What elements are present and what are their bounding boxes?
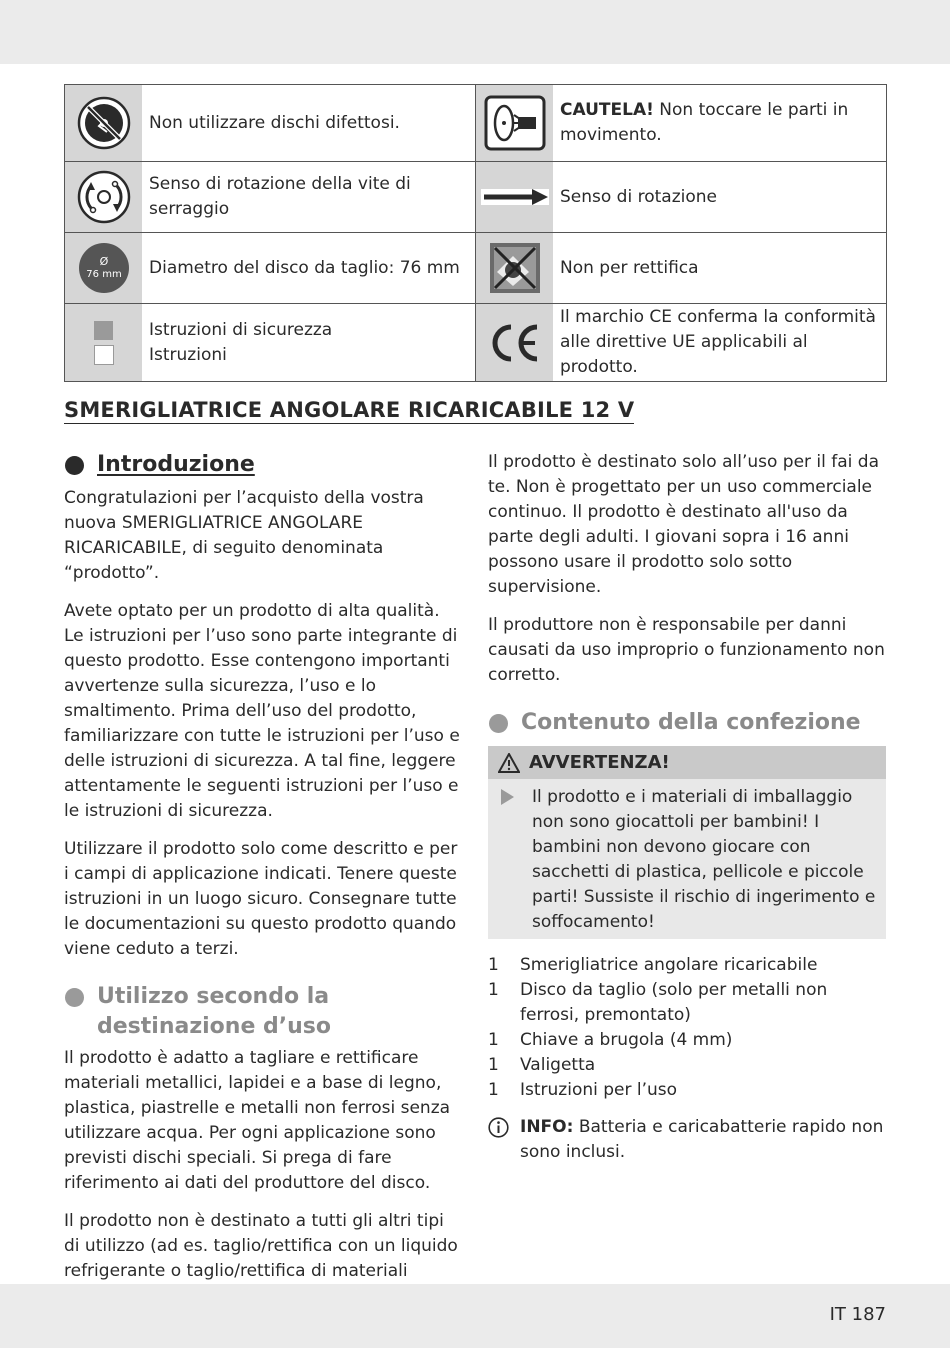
symbol-cell [65, 304, 476, 381]
symbol-cell [476, 233, 886, 303]
list-item: 1 Disco da taglio (solo per metalli non ferrosi, premontato) [488, 980, 828, 1025]
contents-heading: Contenuto della confezione [488, 708, 886, 738]
clamping-screw-rotation-icon [65, 162, 142, 232]
symbol-text: Non per rettifica [560, 257, 699, 278]
info-icon [488, 1115, 520, 1165]
symbol-row [65, 233, 886, 304]
ce-mark-icon [476, 304, 553, 381]
intro-paragraph: Avete optato per un prodotto di alta qualità. Le istruzioni per l’uso sono parte integrante di questo prodotto. Esse contengono importanti avvertenze sulla sicurezza, l’uso e lo smaltimento. Prima dell’uso del prodotto, familiarizzare con tutte le istruzioni per l’uso e delle istruzioni di sicurezza. A tal fine, leggere attentamente le seguenti istruzioni per l’uso e le istruzioni di sicurezza. [64, 601, 460, 821]
symbol-cell [476, 162, 886, 232]
contents-list [488, 953, 886, 1103]
bottom-band [0, 1284, 950, 1348]
list-item: 1 Valigetta [488, 1055, 596, 1075]
warning-title: AVVERTENZA! [529, 752, 670, 773]
intro-paragraph: Utilizzare il prodotto solo come descritto e per i campi di applicazione indicati. Tenere queste istruzioni in un luogo sicuro. Consegnare tutte le documentazioni su questo prodotto quando viene ceduto a terzi. [64, 839, 458, 959]
squares-legend-icon [65, 304, 142, 381]
warning-box [488, 746, 886, 939]
bullet-icon [65, 988, 84, 1007]
warning-header [488, 746, 886, 779]
symbol-text: Senso di rotazione [560, 186, 717, 207]
symbol-cell [476, 85, 886, 161]
caution-label: CAUTELA! [560, 100, 654, 120]
warning-triangle-icon [498, 753, 520, 773]
intended-use-paragraph: Il prodotto è adatto a tagliare e rettificare materiali metallici, lapidei e a base di legno, plastica, piastrelle e metalli non ferrosi senza utilizzare acqua. Per ogni applicazione sono previsti dischi speciali. Si prega di fare riferimento ai dati del produttore del disco. [64, 1048, 451, 1193]
symbol-cell [65, 85, 476, 161]
rotation-arrow-icon [476, 162, 553, 232]
symbol-cell [476, 304, 886, 381]
intended-use-paragraph: Il prodotto non è destinato a tutti gli altri tipi di utilizzo (ad es. taglio/rettifica con un liquido refrigerante o taglio/rettifica di materiali [64, 1211, 458, 1281]
symbol-cell [65, 233, 476, 303]
intro-paragraph: Congratulazioni per l’acquisto della vostra nuova SMERIGLIATRICE ANGOLARE RICARICABILE, di seguito denominata “prodotto”. [64, 488, 424, 583]
left-column [64, 450, 460, 1322]
intended-use-heading: Utilizzo secondo la destinazione d’uso [64, 982, 460, 1042]
symbol-cell [65, 162, 476, 232]
symbol-text: Non toccare le parti in movimento. [560, 100, 849, 145]
page-title: SMERIGLIATRICE ANGOLARE RICARICABILE 12 V [64, 398, 635, 422]
symbol-text: Il marchio CE conferma la conformità alle direttive UE applicabili al prodotto. [560, 307, 876, 377]
info-text: Batteria e caricabatterie rapido non sono inclusi. [520, 1117, 884, 1162]
list-item: 1 Istruzioni per l’uso [488, 1080, 678, 1100]
symbol-text: Istruzioni di sicurezza [149, 319, 333, 340]
moving-parts-hand-icon [476, 85, 553, 161]
disc-diameter-icon [65, 233, 142, 303]
warning-body [488, 779, 886, 939]
no-grinding-icon [476, 233, 553, 303]
info-label: INFO: [520, 1117, 574, 1137]
intro-heading: Introduzione [64, 450, 460, 480]
list-item: 1 Smerigliatrice angolare ricaricabile [488, 955, 818, 975]
bullet-icon [65, 456, 84, 475]
svg-text:Ø: Ø [99, 255, 108, 268]
right-column [488, 450, 886, 1165]
info-note [488, 1115, 886, 1165]
arrow-bullet-icon [501, 789, 514, 805]
symbol-text: Diametro del disco da taglio: 76 mm [149, 257, 460, 278]
symbol-table [64, 84, 887, 382]
symbol-text: Istruzioni [149, 344, 227, 365]
bullet-icon [489, 714, 508, 733]
list-item: 1 Chiave a brugola (4 mm) [488, 1030, 733, 1050]
symbol-row [65, 85, 886, 162]
symbol-row [65, 304, 886, 381]
intended-use-paragraph: Il prodotto è destinato solo all’uso per il fai da te. Non è progettato per un uso commerciale continuo. Il prodotto è destinato all'uso da parte degli adulti. I giovani sopra i 16 anni possono usare il prodotto solo sotto supervisione. [488, 452, 880, 597]
symbol-text: Senso di rotazione della vite di serraggio [149, 174, 411, 219]
symbol-row [65, 162, 886, 233]
top-band [0, 0, 950, 64]
page-number: IT 187 [829, 1304, 886, 1325]
intended-use-paragraph: Il produttore non è responsabile per danni causati da uso improprio o funzionamento non corretto. [488, 615, 885, 685]
warning-text: Il prodotto e i materiali di imballaggio non sono giocattoli per bambini! I bambini non devono giocare con sacchetti di plastica, pellicole e piccole parti! Sussiste il rischio di ingerimento e soffocamento! [532, 787, 876, 932]
symbol-text: Non utilizzare dischi difettosi. [149, 112, 400, 133]
svg-text:76 mm: 76 mm [85, 269, 122, 280]
defective-disc-prohibited-icon [65, 85, 142, 161]
